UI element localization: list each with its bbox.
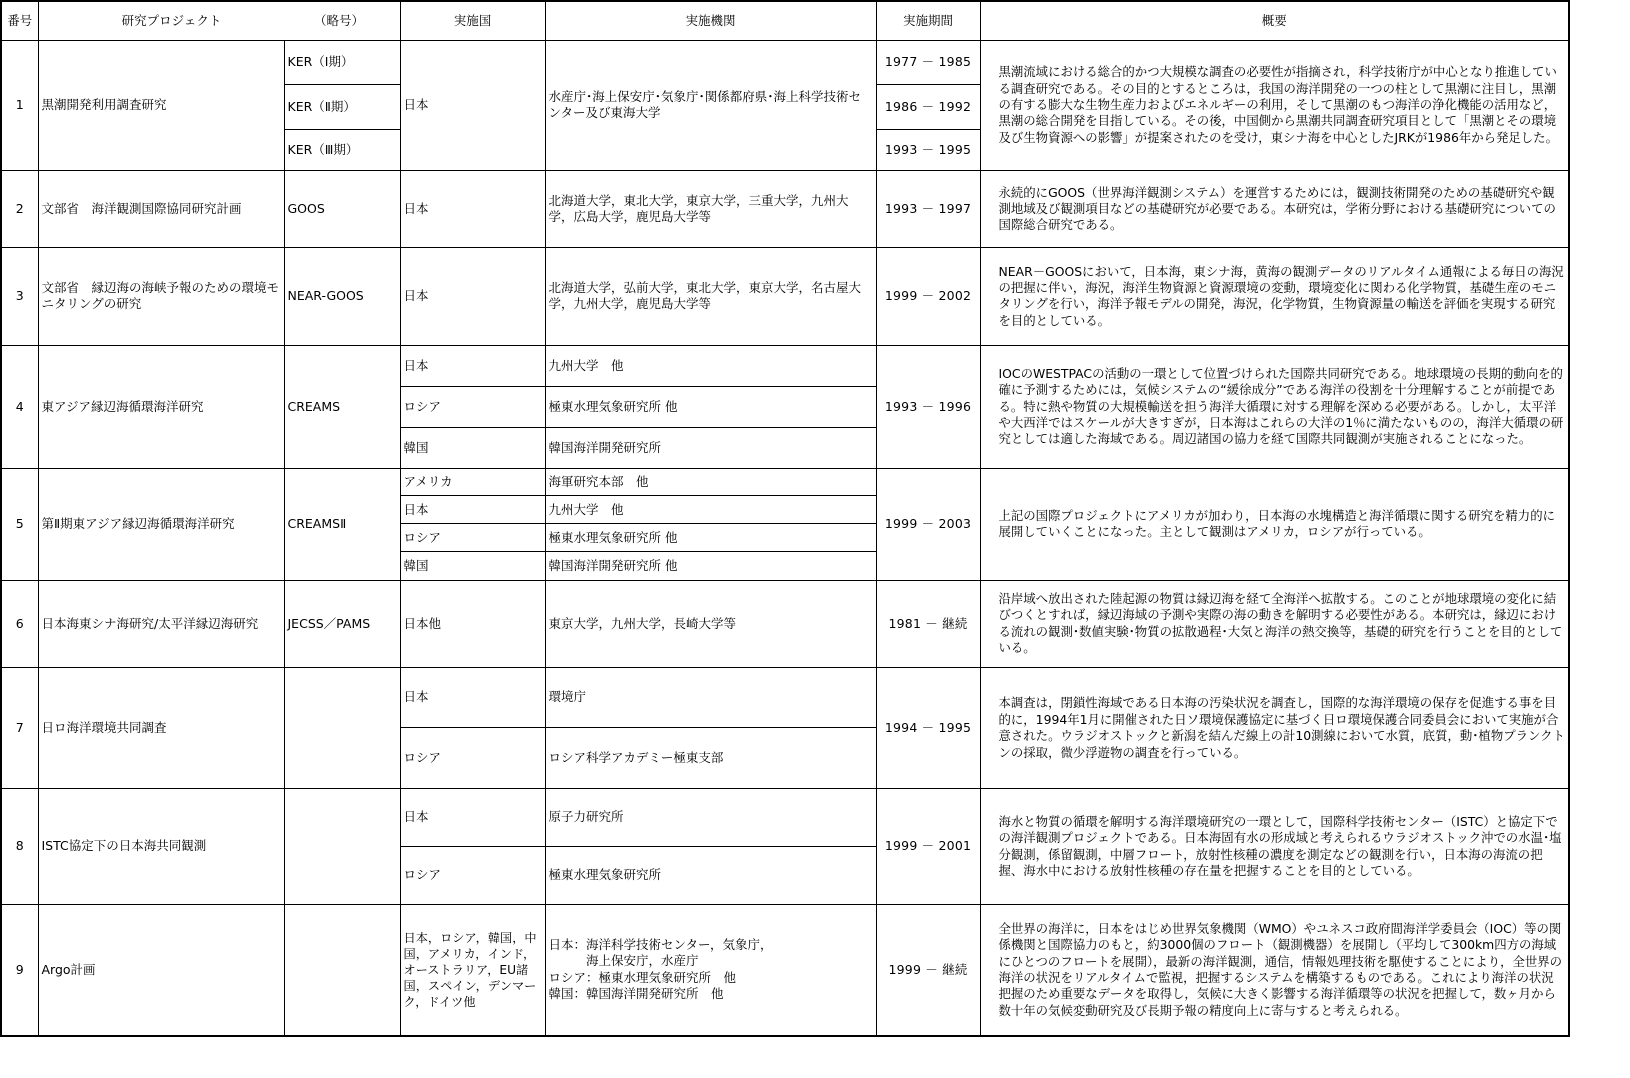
agency: 環境庁: [545, 667, 876, 727]
agency-line: 韓国：韓国海洋開発研究所 他: [548, 986, 724, 1002]
period: 1999 － 2002: [876, 248, 980, 345]
abbr: [284, 789, 400, 904]
abbr: [284, 667, 400, 788]
header-period: 実施期間: [876, 1, 980, 40]
agency: 九州大学 他: [545, 496, 876, 524]
abbr: NEAR-GOOS: [284, 248, 400, 345]
agency-line: ロシア：極東水理気象研究所 他: [548, 969, 737, 985]
project-name: 文部省 縁辺海の海峡予報のための環境モニタリングの研究: [38, 248, 284, 345]
header-no: 番号: [1, 1, 38, 40]
project-name: 日本海東シナ海研究/太平洋縁辺海研究: [38, 580, 284, 667]
abbr: CREAMS: [284, 345, 400, 468]
country: 韓国: [400, 428, 545, 469]
abbr: [284, 904, 400, 1036]
agency: 極東水理気象研究所: [545, 846, 876, 904]
abbr: GOOS: [284, 171, 400, 248]
country: 日本，ロシア，韓国，中国，アメリカ，インド，オーストラリア，EU諸国，スペイン，デンマーク，ドイツ他: [400, 904, 545, 1036]
table-row: [1, 40, 1569, 84]
country: ロシア: [400, 846, 545, 904]
agency: 韓国海洋開発研究所: [545, 428, 876, 469]
row-number: 5: [1, 469, 38, 580]
table-row: [1, 789, 1569, 846]
country: アメリカ: [400, 469, 545, 496]
country: 日本他: [400, 580, 545, 667]
country: 韓国: [400, 552, 545, 580]
period: 1999 － 2001: [876, 789, 980, 904]
project-name: 第Ⅱ期東アジア縁辺海循環海洋研究: [38, 469, 284, 580]
country: 日本: [400, 171, 545, 248]
overview: 永続的にGOOS（世界海洋観測システム）を運営するためには，観測技術開発のための基礎研究や観測地域及び観測項目などの基礎研究が必要である。本研究は，学術分野における基礎研究についての国際総合研究である。: [980, 171, 1569, 248]
agency: 海軍研究本部 他: [545, 469, 876, 496]
period: 1993 － 1997: [876, 171, 980, 248]
country: 日本: [400, 345, 545, 386]
table-row: [1, 248, 1569, 345]
table-row: [1, 469, 1569, 496]
country: 日本: [400, 789, 545, 846]
header-project: [38, 1, 400, 40]
row-number: 9: [1, 904, 38, 1036]
project-name: 東アジア縁辺海循環海洋研究: [38, 345, 284, 468]
agency: 九州大学 他: [545, 345, 876, 386]
period: 1977 － 1985: [876, 40, 980, 84]
country: ロシア: [400, 386, 545, 427]
project-name: Argo計画: [38, 904, 284, 1036]
agency: [545, 904, 876, 1036]
overview: 全世界の海洋に，日本をはじめ世界気象機関（WMO）やユネスコ政府間海洋学委員会（IOC）等の関係機関と国際協力のもと，約3000個のフロート（観測機器）を展開し（平均して300km四方の海域にひとつのフロートを展開），最新の海洋観測，通信，情報処理技術を駆使することにより，全世界の海洋の状況をリアルタイムで監視，把握するシステムを構築するものである。これにより海洋の状況把握のため重要なデータを取得し，気候に大きく影響する海洋循環等の状況を把握して，数ヶ月から数十年の気候変動研究及び長期予報の精度向上に寄与すると考えられる。: [980, 904, 1569, 1036]
overview: 沿岸域へ放出された陸起源の物質は縁辺海を経て全海洋へ拡散する。このことが地球環境の変化に結びつくとすれば，縁辺海域の予測や実際の海の動きを解明する必要性がある。本研究は，縁辺における流れの観測･数値実験･物質の拡散過程･大気と海洋の熱交換等，基礎的研究を行うことを目的としている。: [980, 580, 1569, 667]
overview: NEAR－GOOSにおいて，日本海，東シナ海，黄海の観測データのリアルタイム通報による毎日の海況の把握に伴い，海況，海洋生物資源と資源環境の変動，環境変化に関わる化学物質，基礎生産のモニタリングを行い，海洋予報モデルの開発，海況，化学物質，生物資源量の輸送を評価を実現する研究を目的としている。: [980, 248, 1569, 345]
table-row: [1, 667, 1569, 727]
agency: 水産庁･海上保安庁･気象庁･関係都府県･海上科学技術センター及び東海大学: [545, 40, 876, 171]
agency: ロシア科学アカデミー極東支部: [545, 728, 876, 789]
abbr: KER（Ⅱ期）: [284, 84, 400, 129]
period: 1993 － 1995: [876, 129, 980, 170]
header-agency: 実施機関: [545, 1, 876, 40]
country: 日本: [400, 496, 545, 524]
abbr: JECSS／PAMS: [284, 580, 400, 667]
table-row: [1, 345, 1569, 386]
agency: 北海道大学，弘前大学，東北大学，東京大学，名古屋大学，九州大学，鹿児島大学等: [545, 248, 876, 345]
period: 1999 － 2003: [876, 469, 980, 580]
row-number: 2: [1, 171, 38, 248]
agency: 極東水理気象研究所 他: [545, 524, 876, 552]
row-number: 4: [1, 345, 38, 468]
agency: 原子力研究所: [545, 789, 876, 846]
abbr: KER（Ⅲ期）: [284, 129, 400, 170]
period: 1993 － 1996: [876, 345, 980, 468]
agency: 極東水理気象研究所 他: [545, 386, 876, 427]
table-row: [1, 580, 1569, 667]
country: ロシア: [400, 524, 545, 552]
project-name: 黒潮開発利用調査研究: [38, 40, 284, 171]
row-number: 1: [1, 40, 38, 171]
table-row: [1, 904, 1569, 1036]
abbr: CREAMSⅡ: [284, 469, 400, 580]
country: ロシア: [400, 728, 545, 789]
agency: 東京大学，九州大学，長崎大学等: [545, 580, 876, 667]
agency-line: 日本：海洋科学技術センター，気象庁，: [548, 936, 773, 952]
overview: 本調査は，閉鎖性海域である日本海の汚染状況を調査し，国際的な海洋環境の保存を促進する事を目的に，1994年1月に開催された日ソ環境保護協定に基づく日ロ環境保護合同委員会において実施が合意された。ウラジオストックと新潟を結んだ線上の計10測線において水質，底質，動･植物プランクトンの採取，微少浮遊物の調査を行っている。: [980, 667, 1569, 788]
project-name: 日ロ海洋環境共同調査: [38, 667, 284, 788]
period: 1999 － 継続: [876, 904, 980, 1036]
period: 1986 － 1992: [876, 84, 980, 129]
abbr: KER（Ⅰ期）: [284, 40, 400, 84]
country: 日本: [400, 40, 545, 171]
row-number: 7: [1, 667, 38, 788]
header-row: [1, 1, 1569, 40]
period: 1981 － 継続: [876, 580, 980, 667]
project-name: 文部省 海洋観測国際協同研究計画: [38, 171, 284, 248]
table-row: [1, 171, 1569, 248]
agency: 韓国海洋開発研究所 他: [545, 552, 876, 580]
overview: 上記の国際プロジェクトにアメリカが加わり，日本海の水塊構造と海洋循環に関する研究を精力的に展開していくことになった。主として観測はアメリカ，ロシアが行っている。: [980, 469, 1569, 580]
agency: 北海道大学，東北大学，東京大学，三重大学，九州大学，広島大学，鹿児島大学等: [545, 171, 876, 248]
row-number: 6: [1, 580, 38, 667]
header-overview: 概要: [980, 1, 1569, 40]
country: 日本: [400, 667, 545, 727]
header-country: 実施国: [400, 1, 545, 40]
overview: 海水と物質の循環を解明する海洋環境研究の一環として，国際科学技術センター（ISTC）と協定下での海洋観測プロジェクトである。日本海固有水の形成域と考えられるウラジオストック沖での水温･塩分観測，係留観測，中層フロート，放射性核種の濃度を測定などの観測を行い，日本海の海流の把握、海水中における放射性核種の存在量を把握することを目的としている。: [980, 789, 1569, 904]
row-number: 3: [1, 248, 38, 345]
country: 日本: [400, 248, 545, 345]
header-project-label: 研究プロジェクト: [121, 12, 222, 28]
header-abbr-label: （略号）: [314, 12, 365, 28]
overview: 黒潮流域における総合的かつ大規模な調査の必要性が指摘され，科学技術庁が中心となり推進している調査研究である。その目的とするところは，我国の海洋開発の一つの柱として黒潮に注目し，黒潮の有する膨大な生物生産力およびエネルギーの利用，そして黒潮のもつ海洋の浄化機能の活用など，黒潮の総合開発を目指している。その後，中国側から黒潮共同調査研究項目として「黒潮とその環境及び生物資源への影響」が提案されたのを受け，東シナ海を中心としたJRKが1986年から発足した。: [980, 40, 1569, 171]
period: 1994 － 1995: [876, 667, 980, 788]
project-name: ISTC協定下の日本海共同観測: [38, 789, 284, 904]
agency-line: 海上保安庁，水産庁: [548, 953, 699, 969]
overview: IOCのWESTPACの活動の一環として位置づけられた国際共同研究である。地球環境の長期的動向を的確に予測するためには，気候システムの“緩徐成分”である海洋の役割を十分理解することが前提である。特に熱や物質の大規模輸送を担う海洋大循環に対する理解を深める必要がある。しかし，太平洋や大西洋ではスケールが大きすぎが，日本海はこれらの大洋の1％に満たないものの，海洋大循環の研究としては適した海域である。周辺諸国の協力を経て国際共同観測が実施されることになった。: [980, 345, 1569, 468]
row-number: 8: [1, 789, 38, 904]
